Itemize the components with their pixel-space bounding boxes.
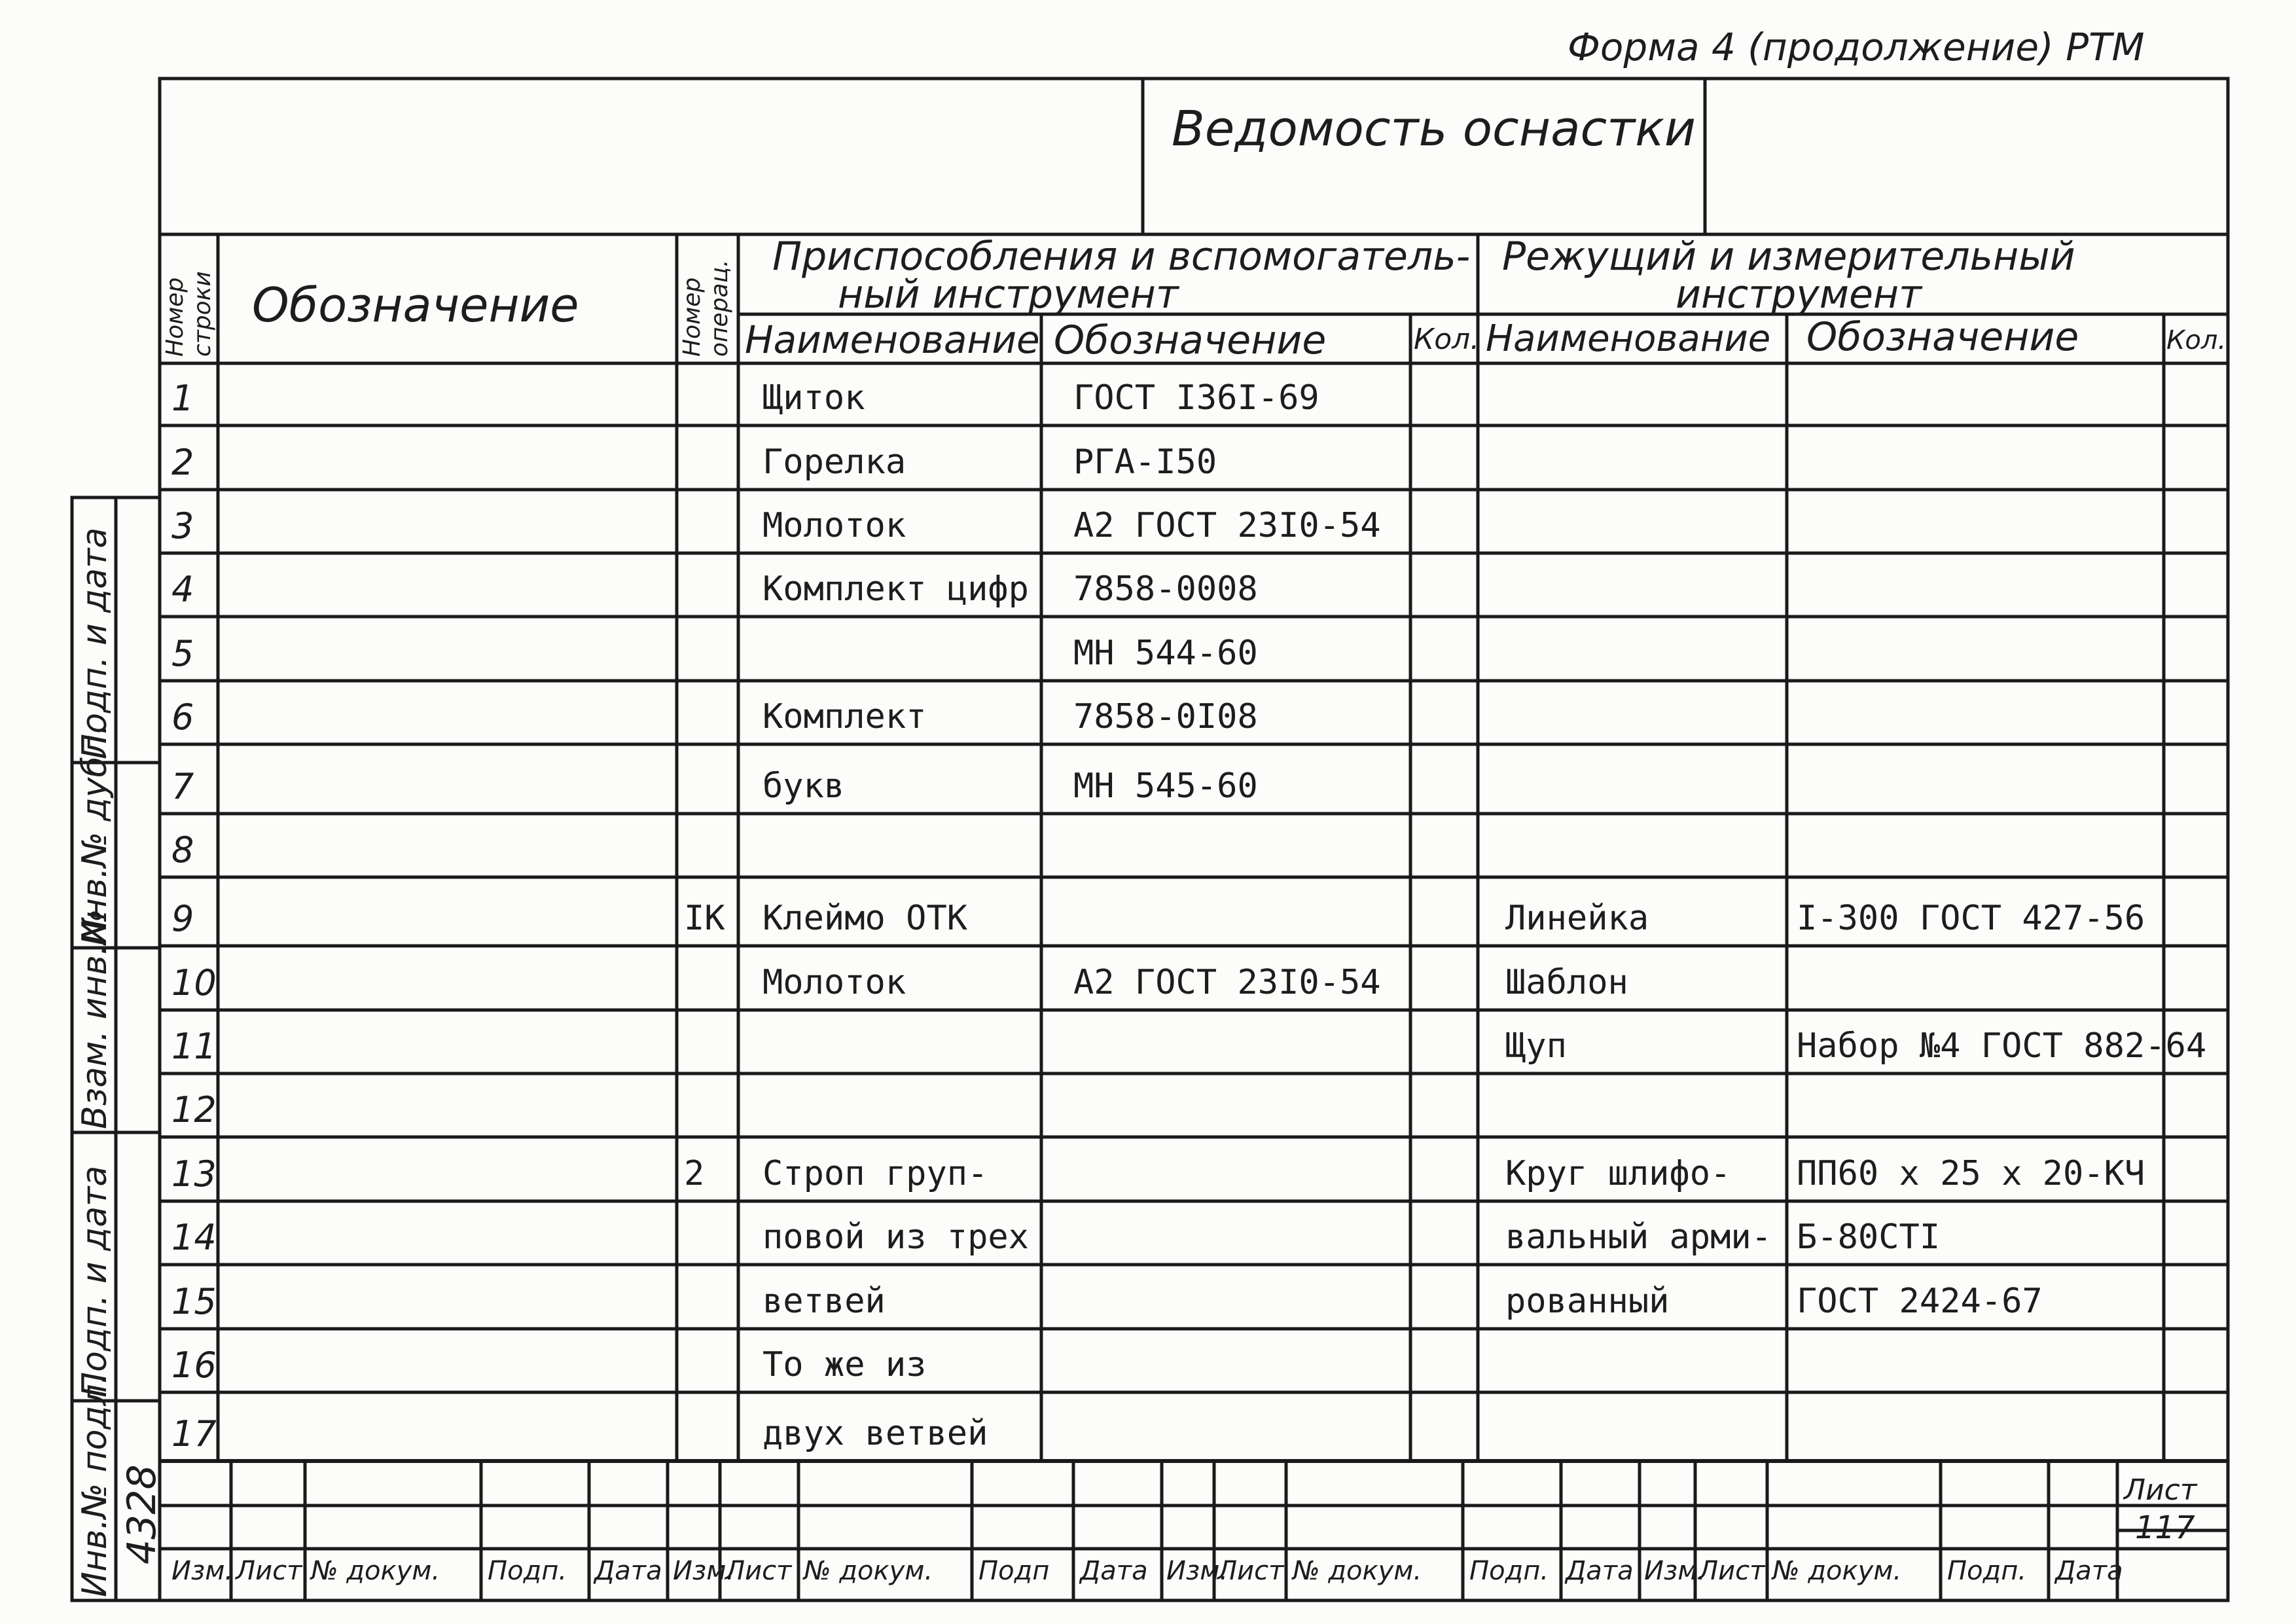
revision-label: Лист xyxy=(236,1556,302,1586)
fixture-designation: ГОСТ I36I-69 xyxy=(1073,378,1319,418)
group2-header-line2: инструмент xyxy=(1676,272,1922,317)
fixture-designation: 7858-0I08 xyxy=(1073,697,1258,736)
fixture-name: повой из трех xyxy=(762,1218,1029,1257)
fixture-name: Комплект xyxy=(762,697,927,736)
revision-label: Изм. xyxy=(673,1556,735,1586)
row-number: 3 xyxy=(171,505,194,547)
operation-number: IК xyxy=(684,899,725,938)
fixture-name: Комплект цифр xyxy=(762,569,1029,609)
revision-label: № докум. xyxy=(311,1556,440,1586)
fixture-designation: РГА-I50 xyxy=(1073,442,1217,482)
designation-header: Обозначение xyxy=(252,278,579,333)
row-number: 16 xyxy=(171,1344,217,1386)
qty-header-1: Кол. xyxy=(1414,323,1480,356)
row-number: 15 xyxy=(171,1281,217,1322)
revision-label: Подп. xyxy=(488,1556,567,1586)
fixture-name: Клеймо ОТК xyxy=(762,899,968,938)
row-number: 7 xyxy=(171,766,194,807)
qty-header-2: Кол. xyxy=(2166,325,2227,355)
fixture-name: букв xyxy=(762,767,845,806)
revision-label: № докум. xyxy=(1293,1556,1422,1586)
tool-name: вальный арми- xyxy=(1505,1218,1772,1257)
revision-label: Изм. xyxy=(1166,1556,1229,1586)
fixture-name: Горелка xyxy=(762,442,906,482)
group2-header-line1: Режущий и измерительный xyxy=(1502,234,2075,280)
op-number-header-1: Номер xyxy=(679,277,706,357)
row-number: 14 xyxy=(171,1217,217,1258)
tool-designation: ПП60 х 25 х 20-КЧ xyxy=(1797,1154,2145,1193)
tool-name: Щуп xyxy=(1505,1026,1567,1066)
row-number: 13 xyxy=(171,1153,217,1195)
row-number: 12 xyxy=(171,1089,217,1130)
row-number: 9 xyxy=(171,898,194,939)
row-number: 5 xyxy=(171,633,194,674)
row-number: 11 xyxy=(171,1026,217,1067)
side-label-orig-inv: Инв.№ подл. xyxy=(75,1373,115,1597)
tool-name: Шаблон xyxy=(1505,963,1628,1002)
revision-label: Дата xyxy=(2055,1556,2123,1586)
revision-label: Дата xyxy=(594,1556,662,1586)
fixture-name: двух ветвей xyxy=(762,1414,988,1453)
revision-label: Лист xyxy=(1698,1556,1765,1586)
row-number-header-1: Номер xyxy=(162,277,188,357)
row-number: 17 xyxy=(171,1413,217,1454)
sheet-number: 117 xyxy=(2135,1509,2195,1546)
tool-designation: Набор №4 ГОСТ 882-64 xyxy=(1797,1026,2207,1066)
revision-label: Подп xyxy=(978,1556,1050,1586)
revision-label: № докум. xyxy=(804,1556,933,1586)
tool-designation: Б-80СТI xyxy=(1797,1218,1941,1257)
row-number: 8 xyxy=(171,829,194,871)
tool-name: рованный xyxy=(1505,1282,1670,1321)
fixture-name: ветвей xyxy=(762,1282,886,1321)
desig-header-1: Обозначение xyxy=(1054,317,1327,363)
side-label-sign-date-2: Подп. и дата xyxy=(75,1165,115,1398)
tool-name: Линейка xyxy=(1505,899,1649,938)
group1-header-line1: Приспособления и вспомогатель- xyxy=(772,234,1471,280)
operation-number: 2 xyxy=(684,1154,705,1193)
revision-label: Изм. xyxy=(171,1556,234,1586)
revision-label: Лист xyxy=(725,1556,792,1586)
revision-label: Лист xyxy=(1217,1556,1284,1586)
fixture-name: Строп груп- xyxy=(762,1154,988,1193)
tool-designation: I-300 ГОСТ 427-56 xyxy=(1797,899,2145,938)
sheet-label: Лист xyxy=(2124,1473,2197,1507)
row-number: 6 xyxy=(171,696,194,738)
row-number-header-2: строки xyxy=(189,271,216,357)
form-title: Ведомость оснастки xyxy=(1172,101,1696,157)
fixture-designation: А2 ГОСТ 23I0-54 xyxy=(1073,506,1381,545)
revision-label: Подп. xyxy=(1469,1556,1549,1586)
fixture-designation: МН 545-60 xyxy=(1073,767,1258,806)
fixture-name: Молоток xyxy=(762,963,906,1002)
row-number: 2 xyxy=(171,442,194,483)
side-label-dup-inv: Инв.№ дубл. xyxy=(75,723,115,946)
revision-label: № докум. xyxy=(1772,1556,1902,1586)
tool-designation: ГОСТ 2424-67 xyxy=(1797,1282,2043,1321)
side-label-sign-date: Подп. и дата xyxy=(75,527,115,759)
op-number-header-2: операц. xyxy=(706,259,733,357)
row-number: 10 xyxy=(171,962,217,1003)
row-number: 1 xyxy=(171,378,194,419)
form-label: Форма 4 (продолжение) РТМ xyxy=(1568,25,2145,69)
fixture-designation: 7858-0008 xyxy=(1073,569,1258,609)
tool-name: Круг шлифо- xyxy=(1505,1154,1731,1193)
fixture-designation: А2 ГОСТ 23I0-54 xyxy=(1073,963,1381,1002)
revision-label: Дата xyxy=(1080,1556,1148,1586)
desig-header-2: Обозначение xyxy=(1806,314,2079,360)
name-header-1: Наименование xyxy=(745,317,1040,362)
group1-header-line2: ный инструмент xyxy=(838,272,1179,317)
revision-label: Изм. xyxy=(1644,1556,1706,1586)
fixture-name: То же из xyxy=(762,1345,927,1384)
revision-label: Дата xyxy=(1566,1556,1634,1586)
fixture-name: Молоток xyxy=(762,506,906,545)
side-label-repl-inv: Взам. инв.№ xyxy=(75,909,115,1129)
name-header-2: Наименование xyxy=(1486,317,1771,360)
row-number: 4 xyxy=(171,569,194,610)
fixture-name: Щиток xyxy=(762,378,865,418)
fixture-designation: МН 544-60 xyxy=(1073,634,1258,673)
inventory-number: 4328 xyxy=(119,1464,165,1564)
revision-label: Подп. xyxy=(1947,1556,2027,1586)
